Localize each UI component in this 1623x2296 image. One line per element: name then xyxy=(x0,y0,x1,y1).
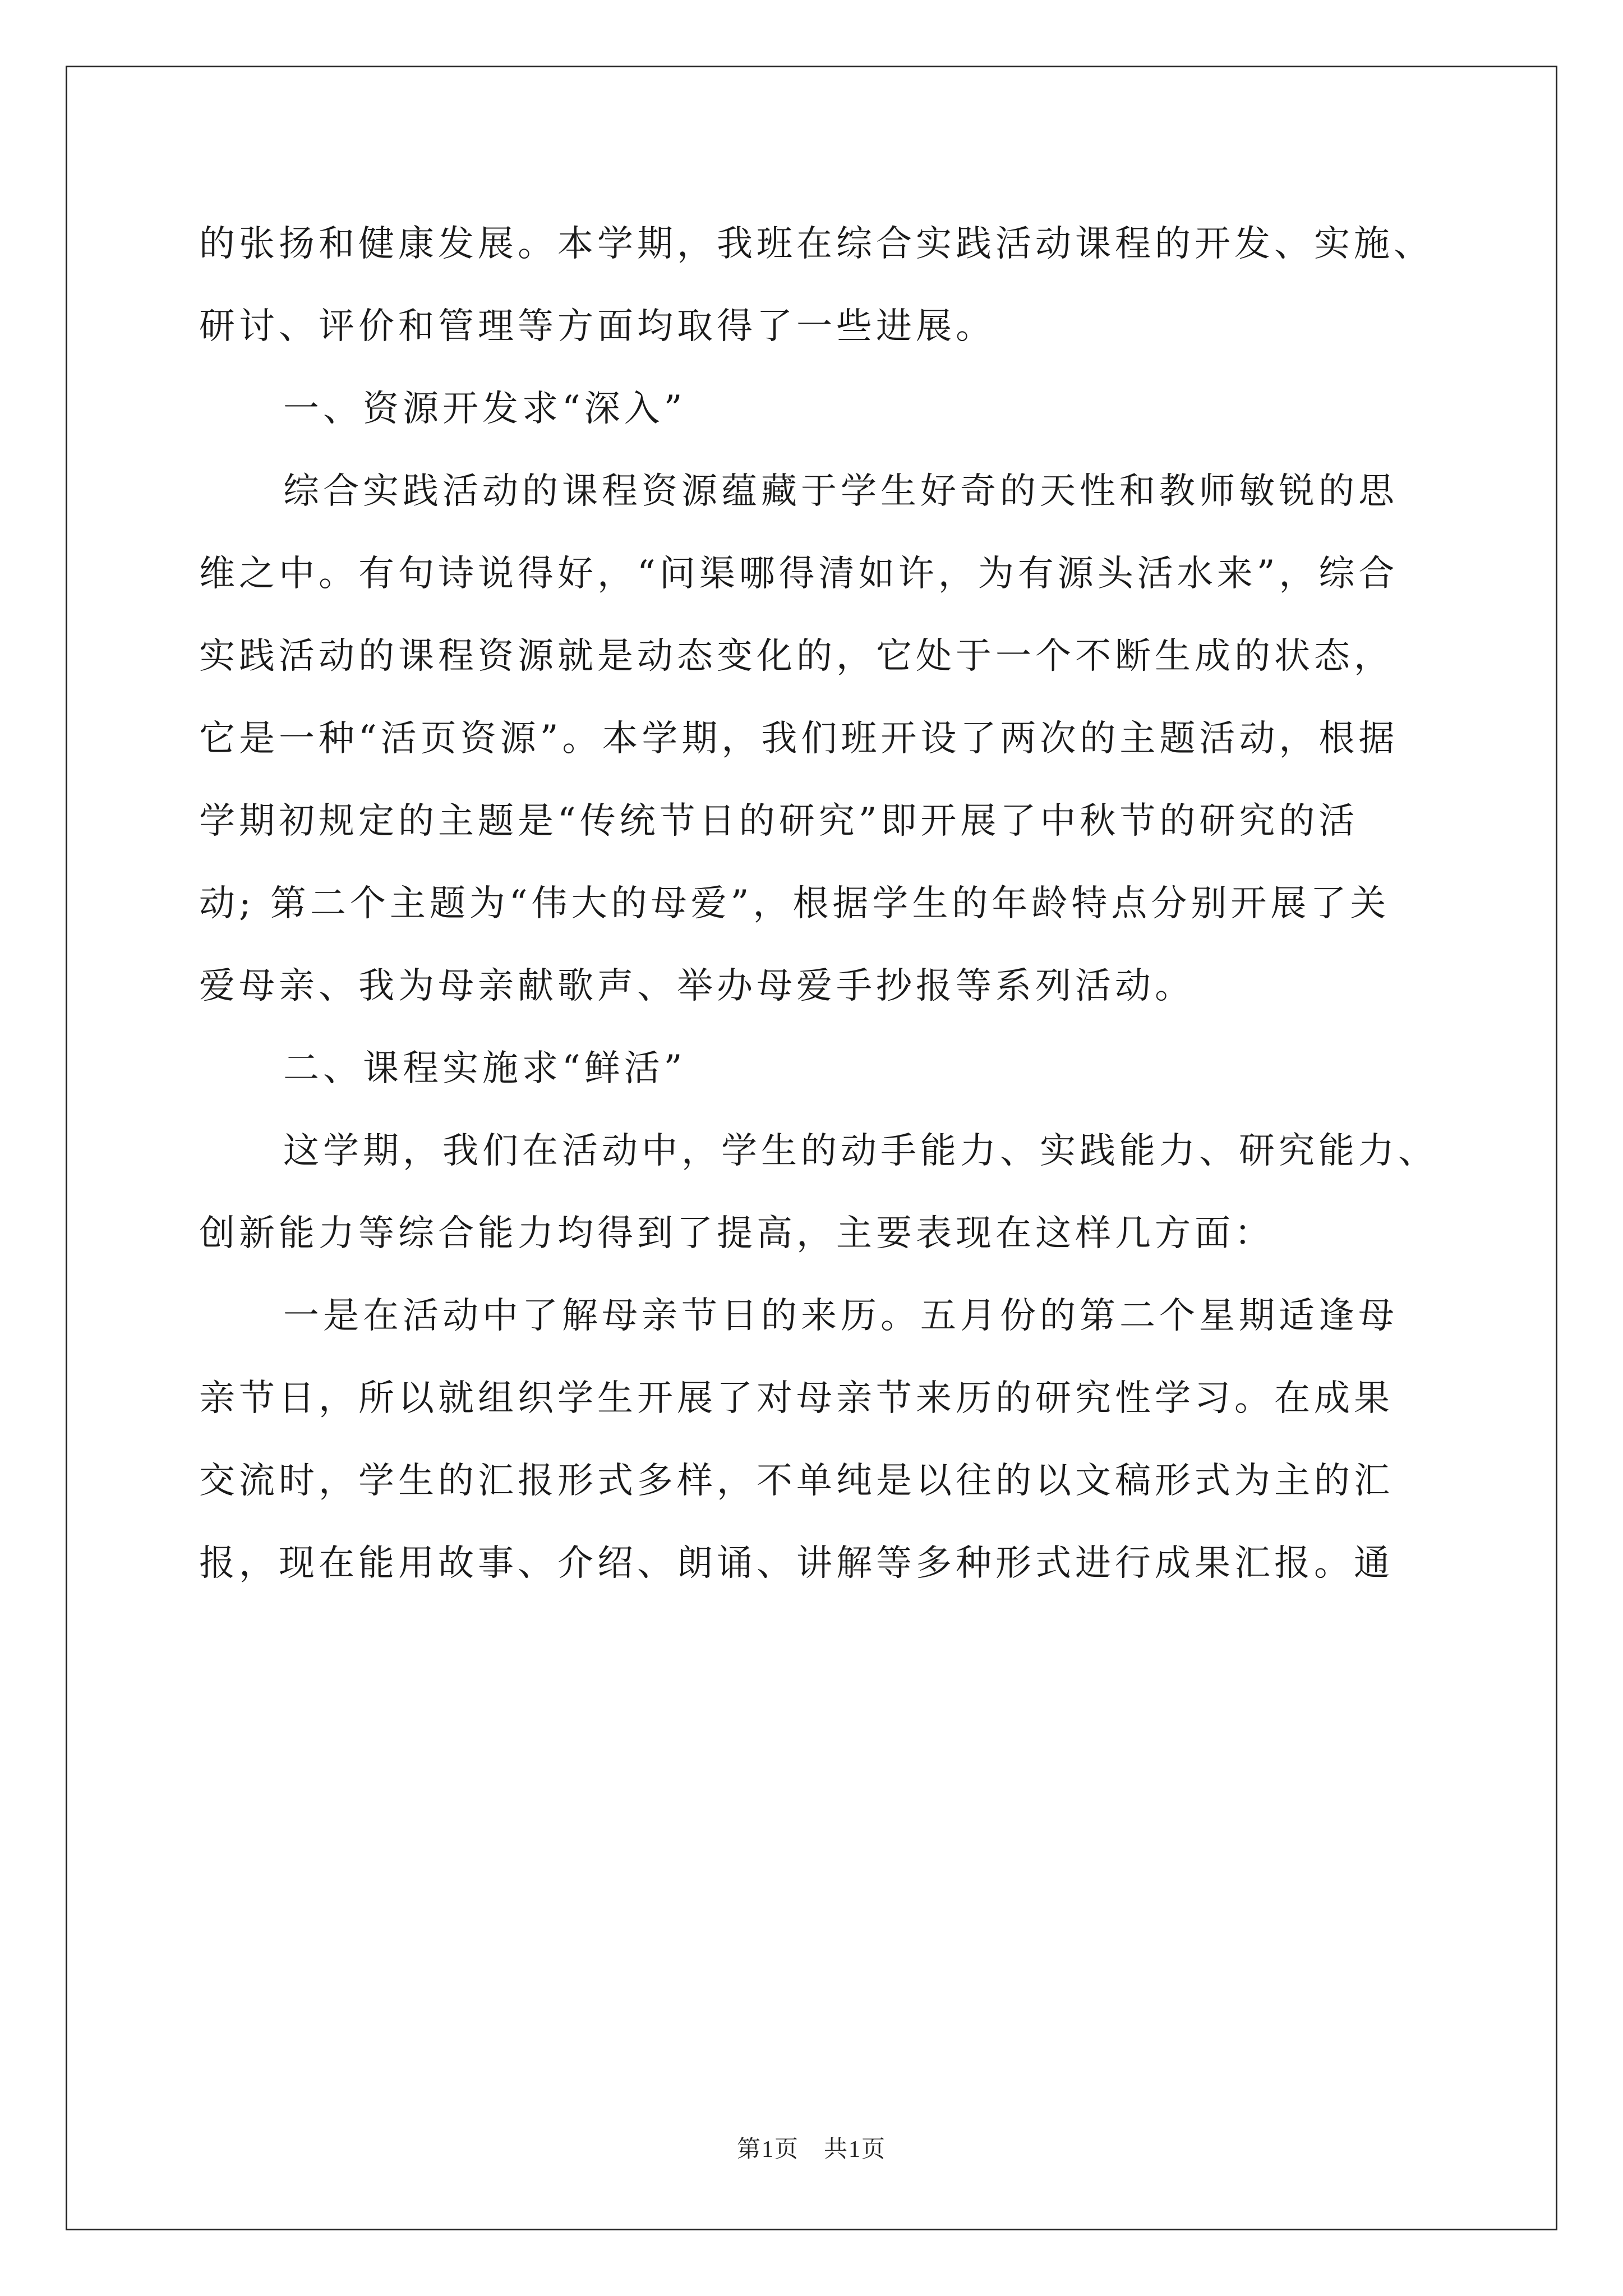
text-line: 爱母亲、我为母亲献歌声、举办母爱手抄报等系列活动。 xyxy=(199,965,1195,1007)
section-heading: 一、资源开发求“深入” xyxy=(283,388,686,430)
page-number: 第1页 xyxy=(736,2137,799,2162)
text-line: 它是一种“活页资源”。本学期，我们班开设了两次的主题活动，根据 xyxy=(199,718,1399,760)
text-line: 动; 第二个主题为“伟大的母爱”，根据学生的年龄特点分别开展了关 xyxy=(199,883,1390,924)
text-line: 综合实践活动的课程资源蕴藏于学生好奇的天性和教师敏锐的思 xyxy=(283,471,1398,512)
text-line: 交流时，学生的汇报形式多样，不单纯是以往的以文稿形式为主的汇 xyxy=(199,1460,1394,1502)
page-total: 共1页 xyxy=(824,2137,887,2162)
text-line: 亲节日，所以就组织学生开展了对母亲节来历的研究性学习。在成果 xyxy=(199,1378,1394,1419)
text-line: 这学期，我们在活动中，学生的动手能力、实践能力、研究能力、 xyxy=(283,1130,1438,1172)
text-line: 学期初规定的主题是“传统节日的研究”即开展了中秋节的研究的活 xyxy=(199,800,1359,842)
page-footer xyxy=(0,2131,1623,2164)
text-line: 报，现在能用故事、介绍、朗诵、讲解等多种形式进行成果汇报。通 xyxy=(199,1543,1394,1584)
section-heading: 二、课程实施求“鲜活” xyxy=(283,1048,686,1089)
text-line: 一是在活动中了解母亲节日的来历。五月份的第二个星期适逢母 xyxy=(283,1295,1398,1337)
text-line: 的张扬和健康发展。本学期，我班在综合实践活动课程的开发、实施、 xyxy=(199,223,1433,265)
text-line: 实践活动的课程资源就是动态变化的，它处于一个不断生成的状态， xyxy=(199,636,1394,677)
text-line: 研讨、评价和管理等方面均取得了一些进展。 xyxy=(199,306,995,347)
text-line: 创新能力等综合能力均得到了提高，主要表现在这样几方面： xyxy=(199,1213,1274,1254)
text-line: 维之中。有句诗说得好，“问渠哪得清如许，为有源头活水来”，综合 xyxy=(199,553,1399,595)
